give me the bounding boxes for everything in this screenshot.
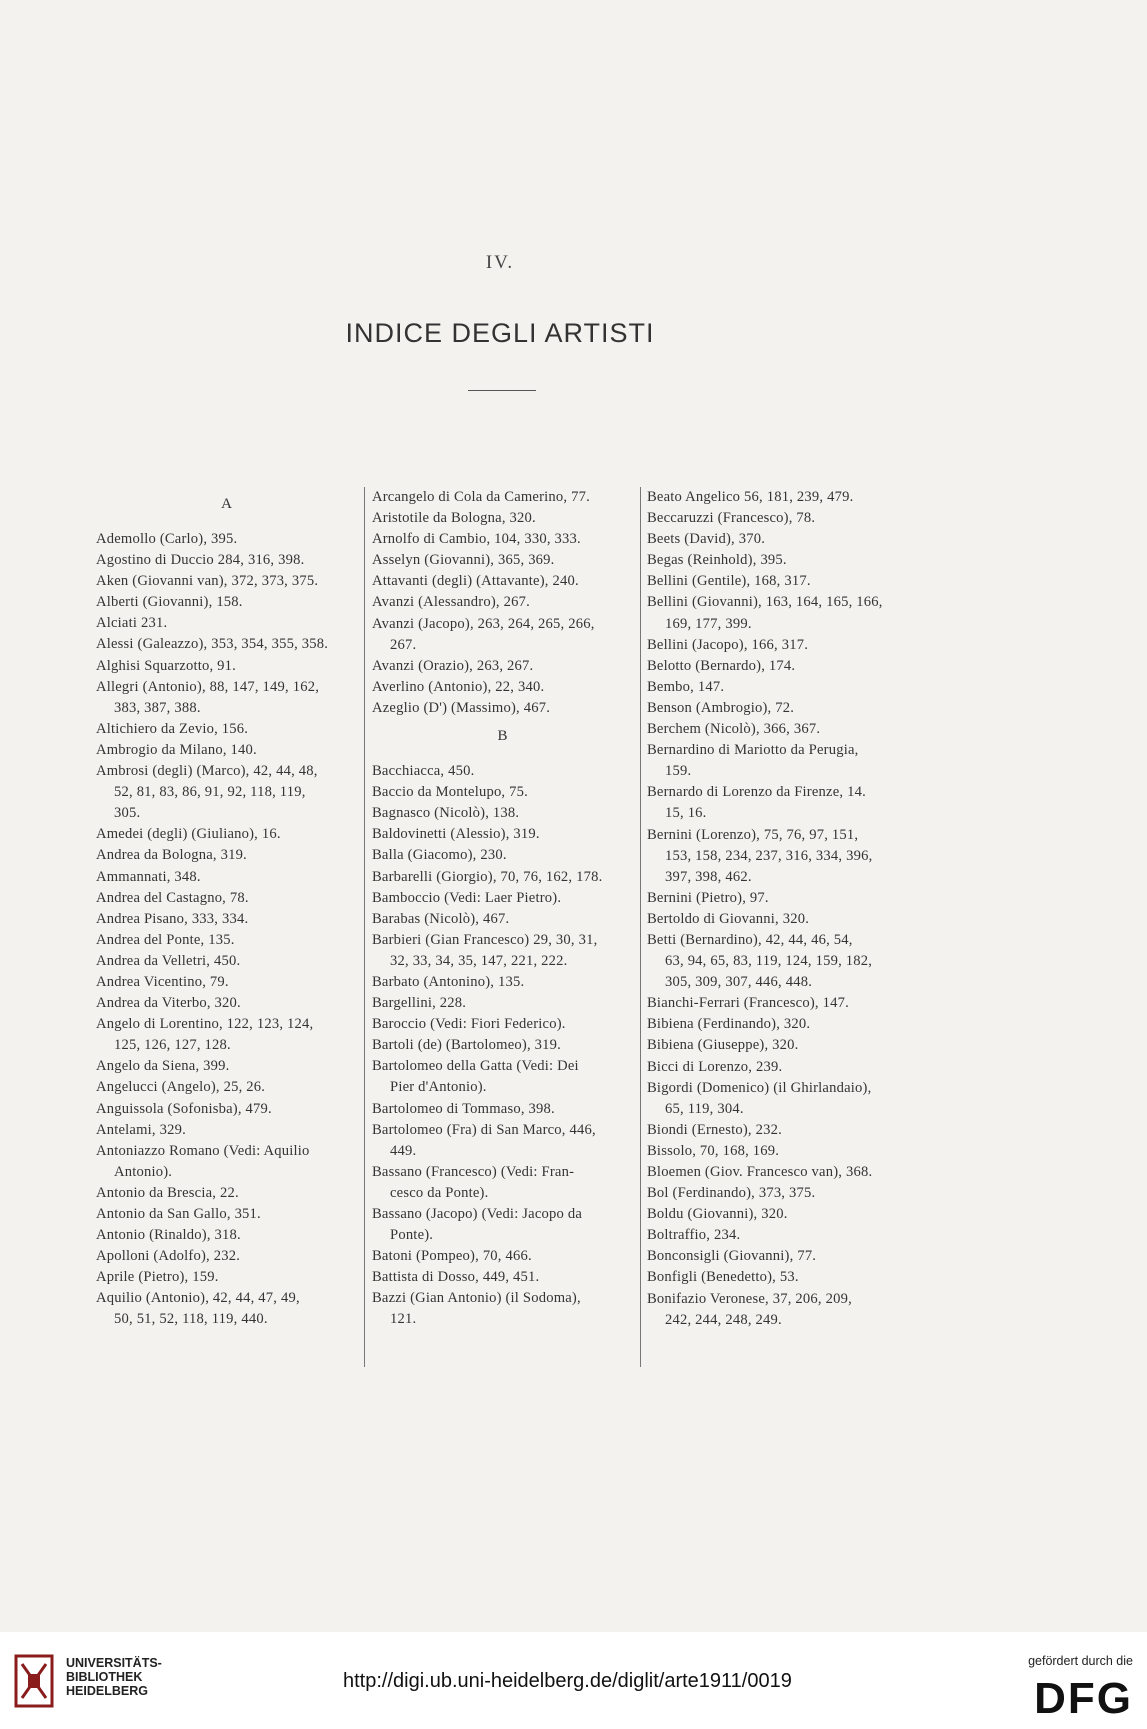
column-divider: [364, 487, 365, 1367]
index-entry: [372, 487, 634, 508]
entry-continuation: 242, 244, 248, 249.: [665, 1311, 782, 1328]
entry-line: Baroccio (Vedi: Fiori Federico).: [372, 1016, 566, 1033]
index-entry: [372, 993, 634, 1014]
entry-line: Bissolo, 70, 168, 169.: [647, 1142, 780, 1159]
index-entry: [96, 888, 358, 909]
index-entry: [372, 1056, 634, 1098]
index-entry: [647, 529, 917, 550]
entry-line: Balla (Giacomo), 230.: [372, 847, 507, 864]
index-entry: [96, 634, 358, 655]
entry-line: Bartolomeo (Fra) di San Marco, 446,: [372, 1121, 596, 1138]
entry-line: Andrea Pisano, 333, 334.: [96, 910, 249, 927]
index-entry: [647, 1204, 917, 1225]
index-entry: [372, 677, 634, 698]
index-entry: [647, 1141, 917, 1162]
index-entry: [96, 930, 358, 951]
index-entry: [647, 888, 917, 909]
index-entry: [96, 1183, 358, 1204]
entry-line: Bibiena (Giuseppe), 320.: [647, 1037, 799, 1054]
index-entry: [372, 571, 634, 592]
index-entry: [372, 1014, 634, 1035]
entry-continuation: 305, 309, 307, 446, 448.: [665, 974, 813, 991]
index-entry: [372, 930, 634, 972]
entry-line: Aken (Giovanni van), 372, 373, 375.: [96, 573, 319, 590]
entry-line: Bernardino di Mariotto da Perugia,: [647, 742, 859, 759]
index-column-3: [647, 487, 917, 1331]
entry-line: Alciati 231.: [96, 615, 168, 632]
entry-line: Ambrogio da Milano, 140.: [96, 741, 257, 758]
entry-continuation: 169, 177, 399.: [665, 615, 752, 632]
section-letter: A: [221, 496, 233, 512]
entry-continuation: 159.: [665, 763, 692, 780]
index-entry: [647, 1162, 917, 1183]
index-entry: [96, 592, 358, 613]
index-column-1: [96, 487, 358, 1331]
entry-continuation: 65, 119, 304.: [665, 1100, 744, 1117]
index-entry: [647, 550, 917, 571]
entry-line: Allegri (Antonio), 88, 147, 149, 162,: [96, 678, 320, 695]
index-entry: [96, 845, 358, 866]
entry-line: Avanzi (Alessandro), 267.: [372, 594, 530, 611]
entry-line: Bicci di Lorenzo, 239.: [647, 1058, 783, 1075]
entry-line: Alessi (Galeazzo), 353, 354, 355, 358.: [96, 636, 329, 653]
index-entry: [96, 867, 358, 888]
entry-line: Andrea del Castagno, 78.: [96, 889, 249, 906]
entry-continuation: 449.: [390, 1142, 417, 1159]
entry-line: Asselyn (Giovanni), 365, 369.: [372, 552, 555, 569]
entry-line: Angelo da Siena, 399.: [96, 1058, 230, 1075]
entry-line: Bonconsigli (Giovanni), 77.: [647, 1248, 817, 1265]
index-entry: [647, 740, 917, 782]
index-entry: [96, 550, 358, 571]
index-entry: [647, 635, 917, 656]
index-entry: [372, 909, 634, 930]
university-name: UNIVERSITÄTS- BIBLIOTHEK HEIDELBERG: [66, 1656, 162, 1698]
index-entry: [96, 1014, 358, 1056]
entry-line: Bazzi (Gian Antonio) (il Sodoma),: [372, 1290, 581, 1307]
entry-line: Betti (Bernardino), 42, 44, 46, 54,: [647, 931, 853, 948]
index-entry: [647, 1289, 917, 1331]
entry-line: Alberti (Giovanni), 158.: [96, 594, 243, 611]
index-entry: [372, 592, 634, 613]
index-entry: [647, 1078, 917, 1120]
index-entry: [372, 888, 634, 909]
entry-line: Bassano (Francesco) (Vedi: Fran-: [372, 1163, 575, 1180]
entry-continuation: 397, 398, 462.: [665, 868, 752, 885]
entry-line: Antonio da San Gallo, 351.: [96, 1206, 261, 1222]
index-entry: [647, 1035, 917, 1056]
index-entry: [96, 719, 358, 740]
entry-line: Ademollo (Carlo), 395.: [96, 531, 238, 547]
index-entry: [372, 1267, 634, 1288]
index-entry: [372, 1035, 634, 1056]
index-entry: [647, 508, 917, 529]
entry-line: Bartoli (de) (Bartolomeo), 319.: [372, 1037, 561, 1054]
index-entry: [372, 867, 634, 888]
entry-line: Bernini (Pietro), 97.: [647, 889, 769, 906]
entry-line: Aprile (Pietro), 159.: [96, 1269, 219, 1286]
index-entry: [96, 993, 358, 1014]
index-entry: [647, 1014, 917, 1035]
entry-line: Antonio (Rinaldo), 318.: [96, 1227, 241, 1244]
index-entry: [96, 824, 358, 845]
index-entry: [96, 972, 358, 993]
entry-line: Bellini (Jacopo), 166, 317.: [647, 636, 809, 653]
entry-line: Bembo, 147.: [647, 678, 725, 695]
permalink-url[interactable]: http://digi.ub.uni-heidelberg.de/diglit/arte1911/0019: [343, 1670, 792, 1692]
footer-bar: [0, 1632, 1147, 1729]
entry-line: Bertoldo di Giovanni, 320.: [647, 910, 810, 927]
index-entry: [647, 656, 917, 677]
index-entry: [647, 909, 917, 930]
index-entry: [372, 824, 634, 845]
entry-line: Baldovinetti (Alessio), 319.: [372, 826, 540, 843]
index-entry: [372, 1099, 634, 1120]
entry-line: Aristotile da Bologna, 320.: [372, 510, 536, 527]
entry-line: Antonio da Brescia, 22.: [96, 1184, 239, 1201]
index-entry: [372, 803, 634, 824]
index-entry: [647, 1267, 917, 1288]
entry-line: Bibiena (Ferdinando), 320.: [647, 1016, 811, 1033]
index-entry: [372, 1120, 634, 1162]
entry-line: Bassano (Jacopo) (Vedi: Jacopo da: [372, 1206, 583, 1222]
index-entry: [372, 698, 634, 719]
entry-line: Beets (David), 370.: [647, 531, 766, 548]
entry-line: Andrea del Ponte, 135.: [96, 931, 235, 948]
index-entry: [96, 1077, 358, 1098]
entry-line: Arcangelo di Cola da Camerino, 77.: [372, 489, 590, 505]
entry-line: Azeglio (D') (Massimo), 467.: [372, 699, 551, 716]
index-entry: [647, 571, 917, 592]
entry-line: Andrea Vicentino, 79.: [96, 973, 229, 990]
entry-line: Antoniazzo Romano (Vedi: Aquilio: [96, 1142, 310, 1159]
index-entry: [647, 930, 917, 993]
column-divider: [640, 487, 641, 1367]
entry-line: Ambrosi (degli) (Marco), 42, 44, 48,: [96, 763, 318, 780]
index-entry: [96, 951, 358, 972]
entry-line: Barbarelli (Giorgio), 70, 76, 162, 178.: [372, 868, 603, 885]
index-entry: [372, 1204, 634, 1246]
chapter-number: IV.: [485, 252, 515, 273]
entry-continuation: Ponte).: [390, 1227, 434, 1244]
index-entry: [372, 529, 634, 550]
entry-continuation: 267.: [390, 636, 417, 653]
entry-line: Agostino di Duccio 284, 316, 398.: [96, 552, 305, 569]
entry-continuation: 125, 126, 127, 128.: [114, 1037, 231, 1054]
entry-line: Bartolomeo della Gatta (Vedi: Dei: [372, 1058, 579, 1075]
entry-line: Angelucci (Angelo), 25, 26.: [96, 1079, 266, 1096]
index-entry: [647, 825, 917, 888]
entry-line: Bamboccio (Vedi: Laer Pietro).: [372, 889, 562, 906]
dfg-logo: DFG: [1034, 1674, 1133, 1723]
entry-line: Boldu (Giovanni), 320.: [647, 1206, 788, 1223]
entry-continuation: 15, 16.: [665, 805, 707, 822]
entry-line: Arnolfo di Cambio, 104, 330, 333.: [372, 531, 581, 548]
entry-line: Barbieri (Gian Francesco) 29, 30, 31,: [372, 931, 598, 948]
entry-line: Anguissola (Sofonisba), 479.: [96, 1100, 272, 1117]
index-entry: [372, 550, 634, 571]
entry-line: Benson (Ambrogio), 72.: [647, 699, 795, 716]
index-entry: [647, 1183, 917, 1204]
index-entry: [96, 761, 358, 824]
entry-line: Batoni (Pompeo), 70, 466.: [372, 1248, 532, 1265]
entry-continuation: 32, 33, 34, 35, 147, 221, 222.: [390, 952, 568, 969]
index-entry: [96, 1204, 358, 1225]
funding-caption: gefördert durch die: [1028, 1654, 1133, 1668]
entry-line: Aquilio (Antonio), 42, 44, 47, 49,: [96, 1290, 300, 1307]
entry-continuation: 50, 51, 52, 118, 119, 440.: [114, 1311, 268, 1328]
entry-line: Andrea da Bologna, 319.: [96, 847, 247, 864]
index-entry: [372, 1162, 634, 1204]
entry-line: Avanzi (Orazio), 263, 267.: [372, 657, 534, 674]
entry-line: Altichiero da Zevio, 156.: [96, 720, 249, 737]
entry-continuation: 63, 94, 65, 83, 119, 124, 159, 182,: [665, 953, 873, 970]
entry-line: Bellini (Giovanni), 163, 164, 165, 166,: [647, 594, 883, 611]
index-entry: [647, 677, 917, 698]
index-entry: [647, 993, 917, 1014]
entry-line: Bianchi-Ferrari (Francesco), 147.: [647, 995, 849, 1012]
index-entry: [372, 782, 634, 803]
entry-line: Bargellini, 228.: [372, 995, 467, 1012]
entry-continuation: 305.: [114, 805, 141, 822]
entry-line: Bol (Ferdinando), 373, 375.: [647, 1185, 816, 1202]
entry-line: Amedei (degli) (Giuliano), 16.: [96, 826, 281, 843]
entry-line: Bernini (Lorenzo), 75, 76, 97, 151,: [647, 826, 859, 843]
entry-line: Begas (Reinhold), 395.: [647, 552, 787, 569]
index-entry: [96, 1225, 358, 1246]
index-entry: [96, 1056, 358, 1077]
index-entry: [96, 740, 358, 761]
entry-line: Apolloni (Adolfo), 232.: [96, 1248, 241, 1265]
index-entry: [372, 1288, 634, 1330]
entry-line: Barabas (Nicolò), 467.: [372, 910, 510, 927]
entry-line: Andrea da Viterbo, 320.: [96, 995, 241, 1012]
index-entry: [647, 1057, 917, 1078]
index-entry: [647, 487, 917, 508]
page-title: INDICE DEGLI ARTISTI: [345, 318, 655, 348]
index-entry: [96, 1288, 358, 1330]
index-entry: [96, 571, 358, 592]
index-entry: [96, 1267, 358, 1288]
index-entry: [96, 1141, 358, 1183]
university-seal-icon: [12, 1654, 60, 1708]
entry-line: Andrea da Velletri, 450.: [96, 952, 241, 969]
index-entry: [647, 1225, 917, 1246]
entry-line: Battista di Dosso, 449, 451.: [372, 1269, 540, 1286]
entry-line: Bonifazio Veronese, 37, 206, 209,: [647, 1290, 852, 1307]
entry-line: Bonfigli (Benedetto), 53.: [647, 1269, 799, 1286]
index-entry: [96, 1120, 358, 1141]
index-entry: [372, 614, 634, 656]
index-entry: [372, 761, 634, 782]
entry-line: Beccaruzzi (Francesco), 78.: [647, 510, 816, 527]
entry-line: Belotto (Bernardo), 174.: [647, 657, 796, 674]
entry-continuation: Antonio).: [114, 1163, 173, 1180]
index-entry: [96, 613, 358, 634]
entry-line: Avanzi (Jacopo), 263, 264, 265, 266,: [372, 615, 595, 632]
entry-line: Biondi (Ernesto), 232.: [647, 1121, 782, 1138]
index-entry: [96, 677, 358, 719]
entry-line: Boltraffio, 234.: [647, 1227, 741, 1244]
index-entry: [96, 909, 358, 930]
title-divider: [468, 390, 536, 391]
entry-continuation: Pier d'Antonio).: [390, 1079, 487, 1096]
entry-line: Bagnasco (Nicolò), 138.: [372, 805, 520, 822]
entry-line: Antelami, 329.: [96, 1121, 186, 1138]
entry-line: Bellini (Gentile), 168, 317.: [647, 573, 811, 590]
section-letter: B: [497, 728, 509, 745]
index-entry: [372, 656, 634, 677]
index-entry: [647, 1246, 917, 1267]
entry-continuation: cesco da Ponte).: [390, 1184, 489, 1201]
entry-line: Alghisi Squarzotto, 91.: [96, 657, 236, 674]
entry-line: Ammannati, 348.: [96, 868, 201, 885]
entry-continuation: 153, 158, 234, 237, 316, 334, 396,: [665, 847, 873, 864]
index-entry: [647, 1120, 917, 1141]
index-entry: [96, 656, 358, 677]
entry-line: Angelo di Lorentino, 122, 123, 124,: [96, 1016, 314, 1033]
index-entry: [647, 782, 917, 824]
entry-line: Berchem (Nicolò), 366, 367.: [647, 721, 821, 738]
entry-continuation: 52, 81, 83, 86, 91, 92, 118, 119,: [114, 784, 306, 801]
index-entry: [647, 592, 917, 634]
index-entry: [96, 529, 358, 550]
entry-continuation: 121.: [390, 1311, 417, 1328]
entry-line: Barbato (Antonino), 135.: [372, 973, 525, 990]
entry-line: Baccio da Montelupo, 75.: [372, 784, 528, 801]
index-entry: [647, 719, 917, 740]
index-entry: [372, 508, 634, 529]
index-entry: [372, 1246, 634, 1267]
entry-line: Bernardo di Lorenzo da Firenze, 14.: [647, 784, 866, 801]
index-entry: [647, 698, 917, 719]
index-column-2: [372, 487, 634, 1331]
index-entry: [372, 972, 634, 993]
entry-line: Attavanti (degli) (Attavante), 240.: [372, 573, 579, 590]
entry-line: Beato Angelico 56, 181, 239, 479.: [647, 489, 854, 505]
index-entry: [372, 845, 634, 866]
index-entry: [96, 1099, 358, 1120]
entry-line: Bloemen (Giov. Francesco van), 368.: [647, 1164, 873, 1180]
entry-line: Bacchiacca, 450.: [372, 763, 475, 780]
entry-line: Averlino (Antonio), 22, 340.: [372, 678, 545, 695]
entry-continuation: 383, 387, 388.: [114, 699, 201, 716]
index-entry: [96, 1246, 358, 1267]
entry-line: Bartolomeo di Tommaso, 398.: [372, 1100, 555, 1117]
entry-line: Bigordi (Domenico) (il Ghirlandaio),: [647, 1079, 872, 1096]
